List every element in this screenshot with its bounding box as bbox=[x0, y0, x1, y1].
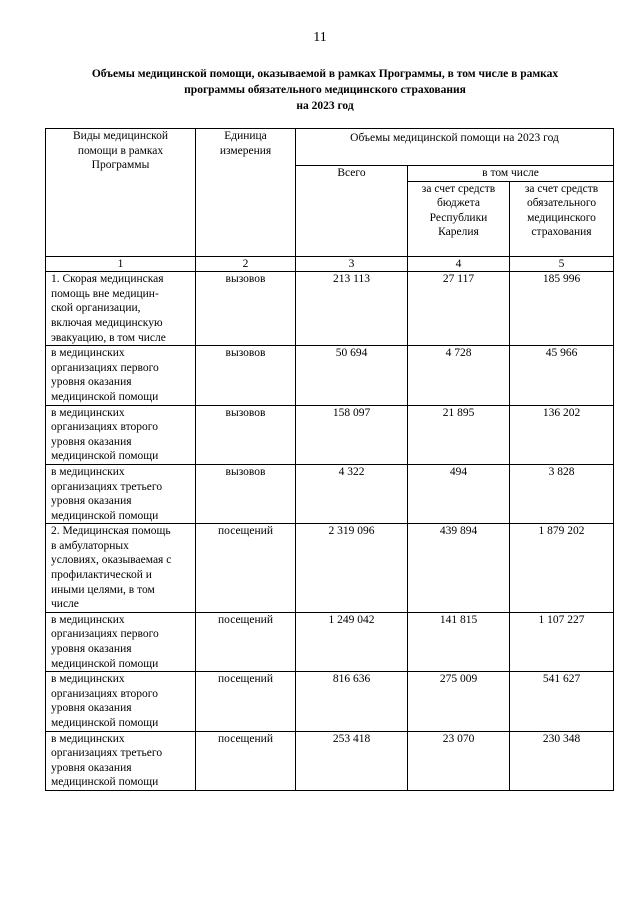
row-care-type-line: организациях первого bbox=[51, 361, 159, 374]
row-oms: 1 879 202 bbox=[510, 524, 614, 613]
table-row bbox=[46, 405, 614, 464]
row-care-type-line: в медицинских bbox=[51, 465, 125, 478]
row-budget: 494 bbox=[408, 464, 510, 523]
column-number: 3 bbox=[296, 256, 408, 272]
table-row bbox=[46, 272, 614, 346]
row-care-type bbox=[46, 346, 196, 405]
row-care-type-line: организациях третьего bbox=[51, 747, 163, 760]
row-care-type-line: в медицинских bbox=[51, 347, 125, 360]
row-total: 50 694 bbox=[296, 346, 408, 405]
row-care-type-line: уровня оказания bbox=[51, 702, 132, 715]
row-care-type-line: организациях второго bbox=[51, 421, 158, 434]
row-care-type bbox=[46, 612, 196, 671]
row-unit: посещений bbox=[196, 612, 296, 671]
row-care-type-line: уровня оказания bbox=[51, 495, 132, 508]
row-care-type-line: профилактической и bbox=[51, 569, 152, 582]
page-number: 11 bbox=[313, 30, 327, 45]
row-care-type-line: числе bbox=[51, 598, 79, 611]
row-budget: 275 009 bbox=[408, 672, 510, 731]
row-oms: 136 202 bbox=[510, 405, 614, 464]
row-care-type-line: уровня оказания bbox=[51, 761, 132, 774]
row-total: 816 636 bbox=[296, 672, 408, 731]
row-total: 1 249 042 bbox=[296, 612, 408, 671]
row-care-type-line: условиях, оказываемая с bbox=[51, 554, 172, 567]
row-oms: 3 828 bbox=[510, 464, 614, 523]
header-budget: за счет средств бюджета Республики Карелия bbox=[408, 181, 510, 256]
row-budget: 21 895 bbox=[408, 405, 510, 464]
table-row bbox=[46, 524, 614, 613]
row-care-type-line: помощь вне медицин- bbox=[51, 287, 159, 300]
row-care-type-line: 1. Скорая медицинская bbox=[51, 273, 164, 286]
row-total: 4 322 bbox=[296, 464, 408, 523]
row-care-type-line: организациях третьего bbox=[51, 480, 163, 493]
row-care-type-line: в медицинских bbox=[51, 406, 125, 419]
table-row bbox=[46, 612, 614, 671]
row-care-type-line: медицинской помощи bbox=[51, 450, 159, 463]
header-unit: Единица измерения bbox=[196, 129, 296, 257]
column-number: 4 bbox=[408, 256, 510, 272]
row-care-type-line: медицинской помощи bbox=[51, 717, 159, 729]
row-care-type-line: эвакуацию, в том числе bbox=[51, 331, 166, 344]
header-volumes: Объемы медицинской помощи на 2023 год bbox=[296, 129, 614, 166]
row-total: 158 097 bbox=[296, 405, 408, 464]
table-row bbox=[46, 731, 614, 790]
row-care-type-line: медицинской помощи bbox=[51, 776, 159, 789]
row-care-type-line: медицинской помощи bbox=[51, 390, 159, 403]
row-oms: 185 996 bbox=[510, 272, 614, 346]
row-care-type-line: в медицинских bbox=[51, 732, 125, 745]
row-oms: 230 348 bbox=[510, 731, 614, 790]
row-care-type-line: уровня оказания bbox=[51, 643, 132, 656]
header-care-types: Виды медицинской помощи в рамках Программы bbox=[46, 129, 196, 257]
row-oms: 541 627 bbox=[510, 672, 614, 731]
row-total: 213 113 bbox=[296, 272, 408, 346]
row-total: 2 319 096 bbox=[296, 524, 408, 613]
volumes-table bbox=[45, 128, 614, 791]
row-unit: вызовов bbox=[196, 405, 296, 464]
row-care-type bbox=[46, 464, 196, 523]
title-line: на 2023 год bbox=[296, 100, 354, 112]
row-care-type-line: 2. Медицинская помощь bbox=[51, 525, 171, 538]
row-budget: 23 070 bbox=[408, 731, 510, 790]
row-care-type bbox=[46, 731, 196, 790]
row-care-type-line: в амбулаторных bbox=[51, 539, 129, 552]
row-care-type bbox=[46, 672, 196, 731]
row-unit: вызовов bbox=[196, 272, 296, 346]
table-row bbox=[46, 346, 614, 405]
header-including: в том числе bbox=[408, 166, 614, 182]
row-care-type-line: медицинской помощи bbox=[51, 657, 159, 670]
row-care-type bbox=[46, 405, 196, 464]
row-care-type-line: ской организации, bbox=[51, 302, 141, 315]
row-total: 253 418 bbox=[296, 731, 408, 790]
row-care-type-line: организациях первого bbox=[51, 628, 159, 641]
column-number: 2 bbox=[196, 256, 296, 272]
row-care-type-line: в медицинских bbox=[51, 613, 125, 626]
row-care-type bbox=[46, 272, 196, 346]
row-oms: 45 966 bbox=[510, 346, 614, 405]
row-unit: посещений bbox=[196, 524, 296, 613]
document-title bbox=[50, 66, 600, 114]
row-oms: 1 107 227 bbox=[510, 612, 614, 671]
row-care-type-line: организациях второго bbox=[51, 687, 158, 700]
row-budget: 439 894 bbox=[408, 524, 510, 613]
row-care-type-line: включая медицинскую bbox=[51, 316, 163, 329]
column-number-row bbox=[46, 256, 614, 272]
column-number: 1 bbox=[46, 256, 196, 272]
table-row bbox=[46, 672, 614, 731]
table-row bbox=[46, 464, 614, 523]
row-unit: вызовов bbox=[196, 464, 296, 523]
row-unit: вызовов bbox=[196, 346, 296, 405]
column-number: 5 bbox=[510, 256, 614, 272]
row-unit: посещений bbox=[196, 731, 296, 790]
header-total: Всего bbox=[296, 166, 408, 257]
row-budget: 27 117 bbox=[408, 272, 510, 346]
row-budget: 141 815 bbox=[408, 612, 510, 671]
row-care-type-line: уровня оказания bbox=[51, 376, 132, 389]
row-budget: 4 728 bbox=[408, 346, 510, 405]
row-care-type-line: иными целями, в том bbox=[51, 583, 155, 596]
title-line: программы обязательного медицинского страхования bbox=[184, 84, 466, 96]
row-care-type-line: в медицинских bbox=[51, 673, 125, 686]
header-oms: за счет средств обязательного медицинского страхования bbox=[510, 181, 614, 256]
row-unit: посещений bbox=[196, 672, 296, 731]
row-care-type bbox=[46, 524, 196, 613]
row-care-type-line: медицинской помощи bbox=[51, 509, 159, 522]
row-care-type-line: уровня оказания bbox=[51, 435, 132, 448]
title-line: Объемы медицинской помощи, оказываемой в рамках Программы, в том числе в рамках bbox=[91, 68, 559, 80]
